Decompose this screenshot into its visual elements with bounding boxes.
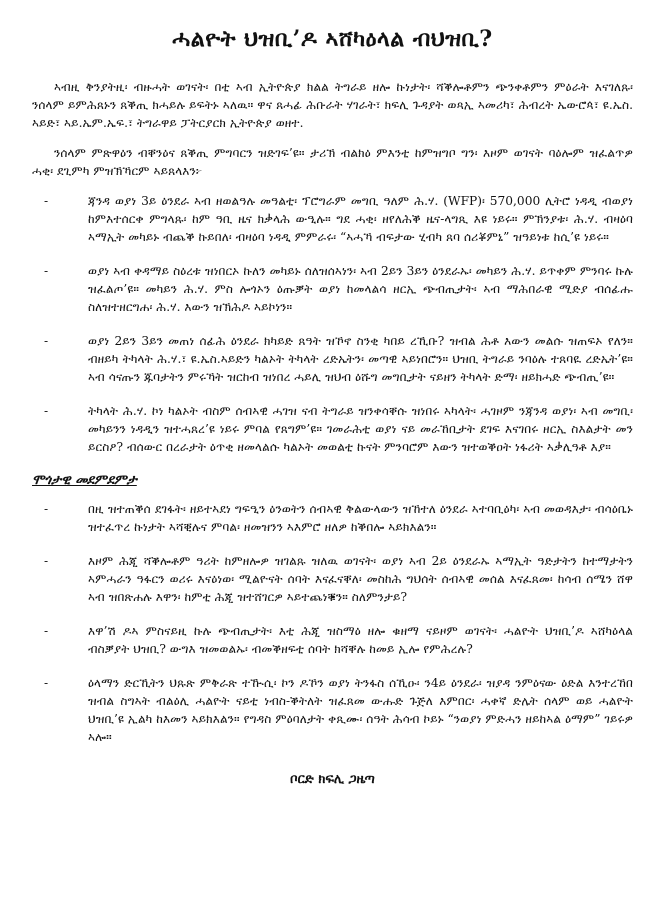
conclusion-item: [32, 552, 633, 606]
conclusion-text: እዋ’ሽ ዶኣ ምስናይዚ ኩሉ ጭብጢታት፡ እቲ ሕጂ ዝስማዕ ዘሎ ቁዘማ ናይዞም ወገናት፡ ሓልዮት ህዝቢ’ዶ ኣሸካዕላል ብስቓያት ህዝቢ? ውግእ ዝመወልኡ፡ ብመቕዘፍቲ ሰባት ክሻቐሉ ከመይ ኢሎ የምሕረሉ?: [88, 624, 633, 656]
conclusion-item: [32, 500, 633, 536]
dash-bullet: -: [44, 554, 49, 568]
argument-list: [32, 192, 633, 456]
signature: ቦርድ ክፍሊ ጋዜጣ: [290, 772, 375, 787]
conclusion-text: በዚ ዝተጠቕሰ ደገፋት፡ ዘይተኣደነ ግፍዒን ዕንወትን ሰብኣዊ ቅልውላውን ዝኸተለ ዕንደራ ኣተባቢዕካ፡ ኣብ መወዳእታ፡ ብሳዕቤኑ ዝተፈጥረ ኩነታት ኣሻቒሉና ምባል፡ ዘመዝንን ኣእምሮ ዘለዎ ከቕበሎ ኣይክእልን።: [88, 502, 633, 534]
dash-bullet: -: [44, 624, 49, 638]
dash-bullet: -: [44, 404, 49, 418]
conclusion-list: [32, 500, 633, 746]
conclusion-heading: ሞጎታዊ መደምደምታ: [32, 472, 137, 488]
intro-paragraph-1: ኣብዚ ቅንያትዚ፡ ብዙሓት ወገናት፡ በቲ ኣብ ኢትዮጵያ ክልል ትግራይ ዘሎ ኩነታት፡ ሻቕሎቶምን ጭንቀቶምን ምዕራት እናገለጹ፡ ንሰላም ይምሕጸኑን ጸቕጢ ክሓይሉ ይፍትኑ ኣለዉ። ዋና ጸሓፊ ሕቡራት ሃገራት፣ ክፍሊ ጉዳያት ወጻኢ ኣመሪካ፣ ሕብረት ኤውሮጳ፣ ዩ.ኤስ. ኣይድ፣ ኣይ.ኤም.ኤፍ.፣ ትግራዋይ ፓትርያርክ ኢትዮጵያ ወዘተ.: [32, 80, 633, 130]
intro-paragraph-2: ንሰላም ምጽዋዕን ብቐንዕና ጸቕጢ ምግባርን ዝድገፍ’ዩ። ታሪኽ ብልክዕ ምእንቲ ከምዝግቦ ግን፡ እዞም ወገናት ባዕሎም ዝፈልጥዎ ሓቂ፡ ደጊምካ ምዝኽኻርም ኣይጸላእን፦: [32, 146, 633, 178]
argument-item: [32, 402, 633, 456]
article-title: ሓልዮት ህዝቢ’ዶ ኣሸካዕላል ብህዝቢ?: [172, 26, 493, 52]
conclusion-item: [32, 674, 633, 746]
dash-bullet: -: [44, 334, 49, 348]
dash-bullet: -: [44, 502, 49, 516]
dash-bullet: -: [44, 194, 49, 208]
argument-text: ትካላት ሕ.ሃ. ኮነ ካልኦት ብስም ሰብኣዊ ሓገዝ ናብ ትግራይ ዝንቀሳቐሱ ዝነበሩ ኣካላት፡ ሓገዞም ንጃንዳ ወያነ፡ ኣብ መግቢ፡ መካይንን ነዳዲን ዝተሓጸረ’ዩ ነይሩ ምባል የጸግም’ዩ። ገመራሕቲ ወያነ ናይ መራኸቢታት ደገፍ እናገበሩ ዘርኢ ስእልታት መን ይርስዖ? ብሰውር በረራታት ዕጥቂ ዘመላልሱ ካልኦት መወልቲ ኩናት ምንባሮም እውን ዝተወቕዐት ነፋሪት ኣቃሊዓቶ እያ።: [88, 404, 633, 454]
argument-item: [32, 262, 633, 316]
dash-bullet: -: [44, 676, 49, 690]
argument-text: ወያነ ኣብ ቀዳማይ ስዕረቱ ዝነበርኦ ኩለን መካይኑ ሰለዝሰኣነን፡ ኣብ 2ይን 3ይን ዕንደራኡ፡ መካይን ሕ.ሃ. ይጥቀም ምንባሩ ኩሉ ዝፈልጦ’ዩ። መካይን ሕ.ሃ. ምስ ሎጎኦን ዕጡቓት ወያነ ከመላልሳ ዘርኢ ጭብጢታት፡ ኣብ ማሕበራዊ ሚድያ ብሰፊሑ ስለዝተዘርግሐ፡ ሕ.ሃ. እውን ዝኽሕዶ ኣይኮነን።: [88, 264, 633, 314]
argument-text: ጃንዳ ወያነ 3ይ ዕንደራ ኣብ ዘወልዓሉ መዓልቲ፡ ፕሮግራም መግቢ ዓለም ሕ.ሃ. (WFP)፡ 570,000 ሊትሮ ነዳዲ ብወያነ ከምእተሰርቀ ምግላጹ፡ ከም ዓቢ ዜና ክቃላሕ ውዒሉ። ግደ ሓቂ፡ ዘየለሕቕ ዜና-ላግጺ እዩ ነይሩ። ምኽንያቱ፡ ሕ.ሃ. ብዛዕባ ኣማኢት መካይኑ ብጨቕ ኩይበለ፡ ብዛዕባ ነዳዲ ምምራሩ፡ “ኣሓኻ ብፍታው ሂብካ ጸባ ሰሪቖምኒ” ዝዓይነቱ ከሲ’ዩ ነይሩ።: [88, 194, 633, 244]
argument-text: ወያነ 2ይን 3ይን መጠነ ሰፊሕ ዕንደራ ክካይድ ጸዓት ዝኾኖ ስንቂ ካበይ ረኺቡ? ዝብል ሕቶ እውን መልሱ ዝጠፍኦ የለን። ብዘይካ ትካላት ሕ.ሃ.፣ ዩ.ኤስ.ኣይድን ካልኦት ትካላት ረድኤትን፡ መጣዊ ኣይነበሮን። ህዝቢ ትግራይ ንባዕሉ ተጸባዪ ረድኤት’ዩ። ኣብ ሳናጡን ጁባታትን ምሩኻት ዝርከብ ዝነበረ ሓይሊ ዝህብ ዕሹግ መግቢታት ናይዘን ትካላት ድማ፡ ዘይክሓድ ጭብጢ’ዩ።: [88, 334, 633, 384]
conclusion-text: እዞም ሕጂ ሻቕሎቶም ዓሪት ከምዘሎዎ ዝገልጹ ዝለዉ ወገናት፡ ወያነ ኣብ 2ይ ዕንደራኡ ኣማኢት ዓድታትን ከተማታትን ኣምሓራን ዓፋርን ወሪሩ እናዕነወ፡ ሚልዮናት ሰባት እናፈናቐለ፡ መስከሕ ግህሰት ሰብኣዊ መሰል እናፈጸመ፡ ከሳብ ሰሜን ሸዋ ኣብ ዝበጽሐሉ እዋን፡ ከምቲ ሕጂ ዝተሸገርዎ ኣይተጨነቑን። ስለምንታይ?: [88, 554, 633, 604]
argument-item: [32, 192, 633, 246]
conclusion-text: ዕላማን ድርኺትን ህጹጽ ምቅራጽ ተዂሲ፡ ኮን ዶኾን ወያነ ትንፋስ ሰኺዑ፡ ን4ይ ዕንደራ፡ ዝያዳ ንምዕናው ዕድል እንተረኸበ ዝብል ስግኣት ብልዕሊ ሓልዮት ናይቲ ነብስ-ቕትለት ዝፈጸመ ውሑድ ጉጅለ እምበር፡ ሓቀኛ ድሌት ሰላም ወይ ሓልዮት ህዝቢ’ዩ ኢልካ ከእመን ኣይክእልን። የግዳስ ምዕባለታት ቀጺሙ፡ ሰዓት ሕሳብ ኮይኑ “ንወያነ ምድሓን ዘይከኣል ዕማም” ገይሩዎ ኣሎ።: [88, 676, 633, 744]
argument-item: [32, 332, 633, 386]
dash-bullet: -: [44, 264, 49, 278]
conclusion-item: [32, 622, 633, 658]
